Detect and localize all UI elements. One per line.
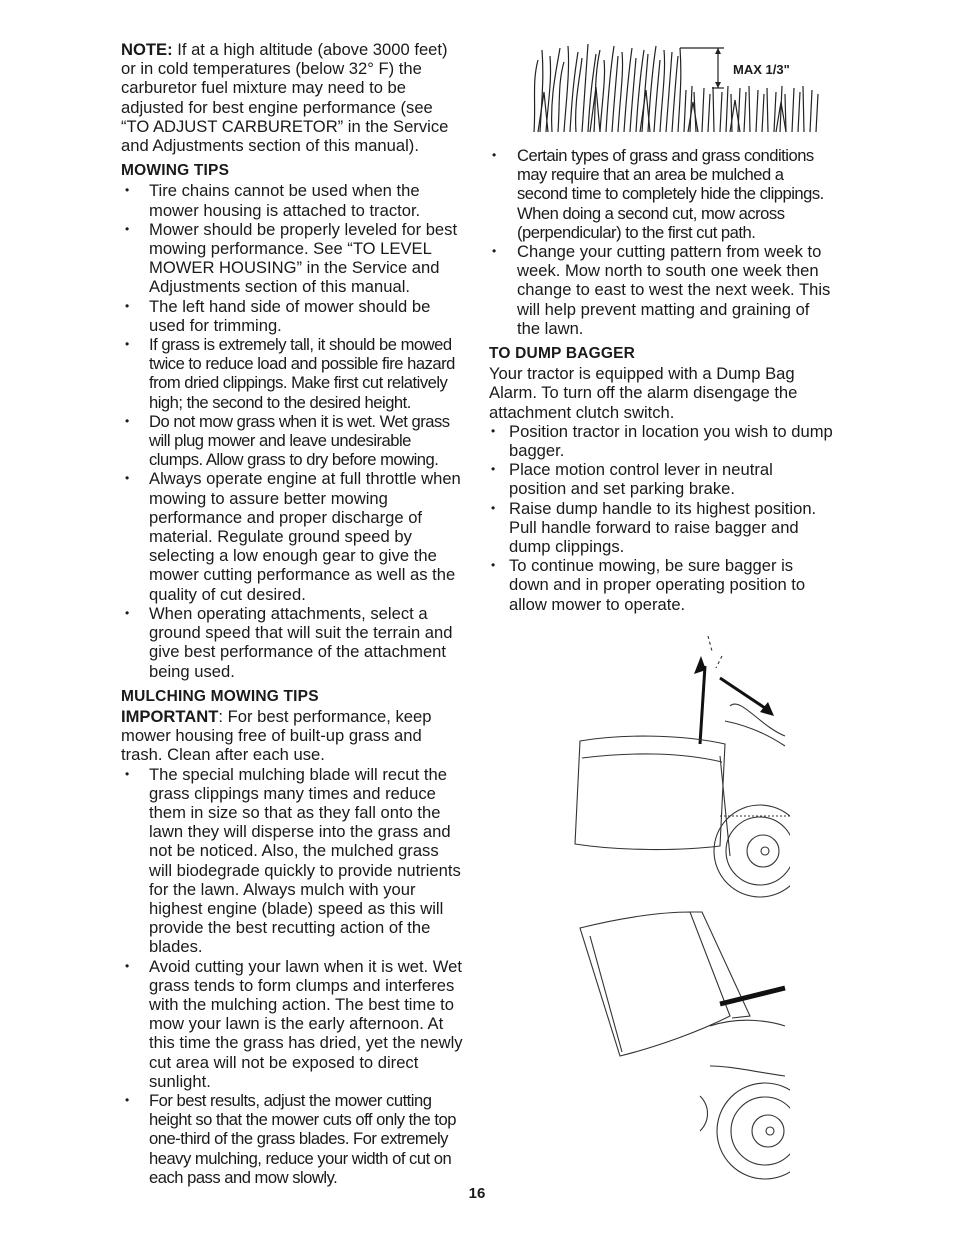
dump-bagger-figure	[560, 626, 790, 1186]
mowing-tips-heading: MOWING TIPS	[121, 162, 230, 180]
list-item: • Tire chains cannot be used when the mower housing is attached to tractor.	[121, 181, 464, 219]
list-item: • Always operate engine at full throttle when mowing to assure better mowing performance and proper discharge of material. Regulate ground speed by selecting a low enough gear to give the mower cutting performance as well as the quality of cut desired.	[121, 469, 464, 603]
list-item: • Mower should be properly leveled for best mowing performance. See “TO LEVEL MOWER HOUSING” in the Service and Adjustments section of this manual.	[121, 220, 464, 297]
mulching-tips-list	[121, 765, 464, 1187]
list-item: • Place motion control lever in neutral position and set parking brake.	[489, 460, 833, 498]
grass-height-figure	[530, 42, 830, 134]
note-text: If at a high altitude (above 3000 feet) or in cold temperatures (below 32° F) the carburetor fuel mixture may need to be adjusted for best engine performance (see “TO ADJUST CARBURETOR” in the Service and Adjustments section of this manual).	[121, 40, 449, 156]
important-lead: IMPORTANT	[121, 706, 219, 726]
list-item: • Change your cutting pattern from week to week. Mow north to south one week then change to east to west the next week. This will help prevent matting and graining of the lawn.	[489, 242, 833, 338]
list-item: • For best results, adjust the mower cutting height so that the mower cuts off only the top one-third of the grass blades. For extremely heavy mulching, reduce your width of cut on each pass and mow slowly.	[121, 1091, 464, 1187]
right-column	[489, 146, 833, 614]
list-item: • To continue mowing, be sure bagger is down and in proper operating position to allow mower to operate.	[489, 556, 833, 614]
grass-blades-illustration	[530, 42, 830, 134]
list-item: • The special mulching blade will recut the grass clippings many times and reduce them in size so that as they fall onto the lawn they will disperse into the grass and not be noticed. Also, the mulched grass will biodegrade quickly to provide nutrients for the lawn. Always mulch with your highest engine (blade) speed as this will provide the best recutting action of the blades.	[121, 765, 464, 957]
important-text: : For best performance, keep mower housing free of built-up grass and trash. Clean after each use.	[121, 706, 432, 765]
list-item: • Avoid cutting your lawn when it is wet. Wet grass tends to form clumps and interferes with the mulching action. The best time to mow your lawn is the early afternoon. At this time the grass has dried, yet the newly cut area will not be exposed to direct sunlight.	[121, 957, 464, 1091]
list-item: • When operating attachments, select a ground speed that will suit the terrain and give best performance of the attachment being used.	[121, 604, 464, 681]
note-paragraph	[121, 40, 464, 155]
left-column	[121, 40, 464, 1187]
right-tips-list	[489, 146, 833, 338]
list-item: • Raise dump handle to its highest position. Pull handle forward to raise bagger and dump clippings.	[489, 499, 833, 557]
dump-bagger-list	[489, 422, 833, 614]
page-number: 16	[468, 1185, 486, 1202]
important-paragraph	[121, 707, 464, 765]
list-item: • Do not mow grass when it is wet. Wet grass will plug mower and leave undesirable clumps. Allow grass to dry before mowing.	[121, 412, 464, 470]
list-item: • Position tractor in location you wish to dump bagger.	[489, 422, 833, 460]
mulching-tips-heading: MULCHING MOWING TIPS	[121, 687, 319, 705]
list-item: • If grass is extremely tall, it should be mowed twice to reduce load and possible fire hazard from dried clippings. Make first cut relatively high; the second to the desired height.	[121, 335, 464, 412]
list-item: • The left hand side of mower should be used for trimming.	[121, 297, 464, 335]
list-item: • Certain types of grass and grass conditions may require that an area be mulched a second time to completely hide the clippings. When doing a second cut, mow across (perpendicular) to the first cut path.	[489, 146, 833, 242]
bagger-illustration	[560, 626, 790, 1186]
max-cut-label: MAX 1/3"	[733, 62, 790, 77]
mowing-tips-list	[121, 181, 464, 680]
dump-bagger-heading: TO DUMP BAGGER	[489, 345, 636, 363]
dump-bagger-intro: Your tractor is equipped with a Dump Bag Alarm. To turn off the alarm disengage the attachment clutch switch.	[489, 364, 798, 422]
note-lead: NOTE:	[121, 40, 173, 59]
